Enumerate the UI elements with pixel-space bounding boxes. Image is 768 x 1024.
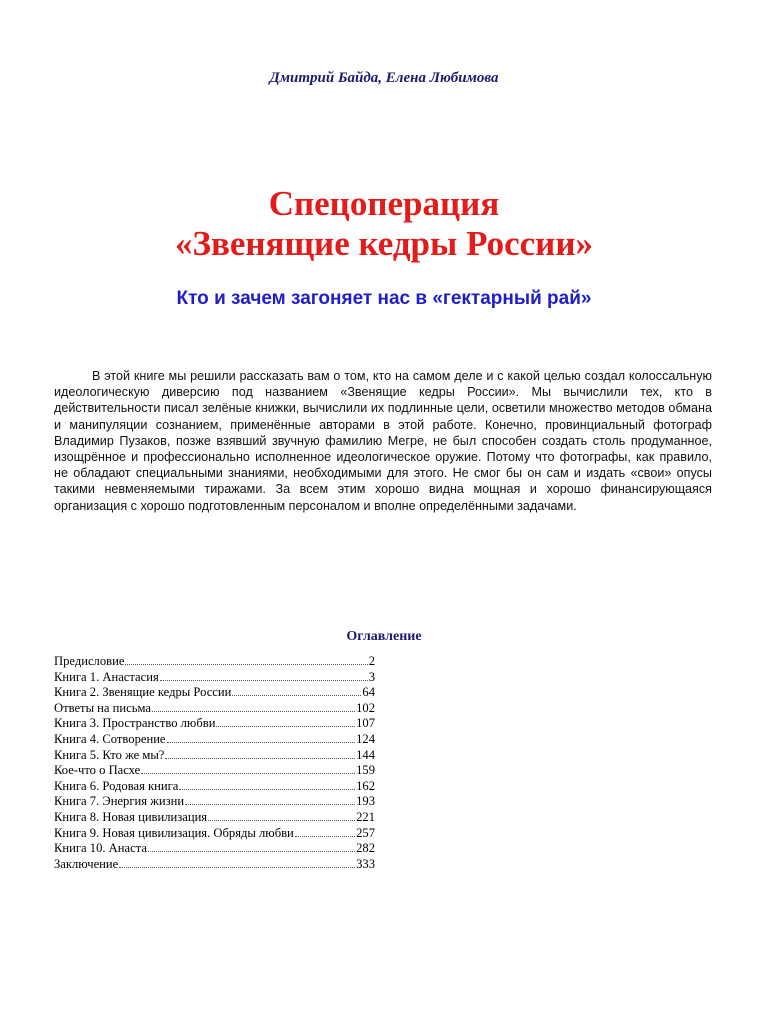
toc-leader-dots [216,725,355,727]
toc-leader-dots [167,741,356,743]
toc-item-page: 107 [356,716,375,731]
toc-item[interactable] [54,826,375,842]
toc-item[interactable] [54,670,375,686]
toc-item-label: Книга 5. Кто же мы? [54,747,165,762]
toc-item-page: 2 [368,654,375,668]
toc-item-page: 3 [368,669,375,684]
page-subtitle: Кто и зачем загоняет нас в «гектарный рай» [176,288,592,309]
toc-item[interactable] [54,841,375,857]
toc-item-page: 159 [356,763,375,778]
authors-line: Дмитрий Байда, Елена Любимова [269,70,499,86]
toc-leader-dots [295,835,355,837]
toc-item[interactable] [54,763,375,779]
toc-item[interactable] [54,794,375,810]
toc-item-label: Книга 10. Анаста [54,841,147,856]
toc-item-page: 257 [356,825,375,840]
toc-item-page: 144 [356,747,375,762]
toc-item-label: Кое-что о Пасхе [54,763,141,778]
toc-item[interactable] [54,748,375,764]
title-line-1: Спецоперация [268,184,500,223]
toc-leader-dots [125,663,367,665]
toc-item-page: 124 [356,731,375,746]
toc-item-page: 282 [356,841,375,856]
toc-leader-dots [179,788,355,790]
toc-leader-dots [232,694,361,696]
toc-item-page: 162 [356,778,375,793]
toc-leader-dots [185,803,355,805]
toc-item-page: 102 [356,700,375,715]
toc-leader-dots [208,819,355,821]
toc-leader-dots [152,710,355,712]
title-line-2: «Звенящие кедры России» [174,224,594,263]
toc-leader-dots [160,679,368,681]
toc-item-label: Книга 1. Анастасия [54,669,159,684]
toc-item[interactable] [54,857,375,873]
toc-item[interactable] [54,779,375,795]
toc-item[interactable] [54,654,375,670]
toc-item-label: Книга 3. Пространство любви [54,716,216,731]
toc-item-label: Ответы на письма [54,700,151,715]
toc-item-label: Книга 2. Звенящие кедры России [54,685,232,700]
toc-item-page: 193 [356,794,375,809]
toc-item-label: Книга 6. Родовая книга [54,778,179,793]
page-title [0,184,768,264]
toc-leader-dots [141,772,355,774]
toc-item[interactable] [54,716,375,732]
toc-item[interactable] [54,685,375,701]
toc-heading: Оглавление [346,629,422,644]
toc-item[interactable] [54,810,375,826]
toc-item-label: Заключение [54,856,119,871]
intro-paragraph: В этой книге мы решили рассказать вам о том, кто на самом деле и с какой целью создал колоссальную идеологическую диверсию под названием «Звенящие кедры России». Мы вычислили тех, кто в действительности писал зелёные книжки, вычислили их подлинные цели, осветили множество методов обмана и манипуляции сознанием, применённые авторами в этой работе. Конечно, провинциальный фотограф Владимир Пузаков, позже взявший звучную фамилию Мегре, не был способен создать столь продуманное, изощрённое и профессионально исполненное идеологическое оружие. Потому что фотографы, как правило, не обладают специальными знаниями, необходимыми для этого. Не смог бы он сам и издать «свои» опусы такими невменяемыми тиражами. За всем этим хорошо видна мощная и хорошо финансирующаяся организация с хорошо подготовленным персоналом и вполне определёнными задачами. [54,369,712,513]
toc-item[interactable] [54,701,375,717]
toc-item-page: 221 [356,809,375,824]
toc-leader-dots [148,850,355,852]
toc-item-label: Книга 4. Сотворение [54,731,166,746]
toc-item[interactable] [54,732,375,748]
toc-item-label: Книга 9. Новая цивилизация. Обряды любви [54,825,294,840]
toc-leader-dots [119,866,355,868]
toc-item-page: 333 [356,856,375,871]
toc-item-label: Предисловие [54,654,125,668]
toc-item-page: 64 [362,685,375,700]
toc-item-label: Книга 7. Энергия жизни [54,794,185,809]
toc-item-label: Книга 8. Новая цивилизация [54,809,208,824]
table-of-contents [54,654,375,872]
toc-leader-dots [165,757,355,759]
